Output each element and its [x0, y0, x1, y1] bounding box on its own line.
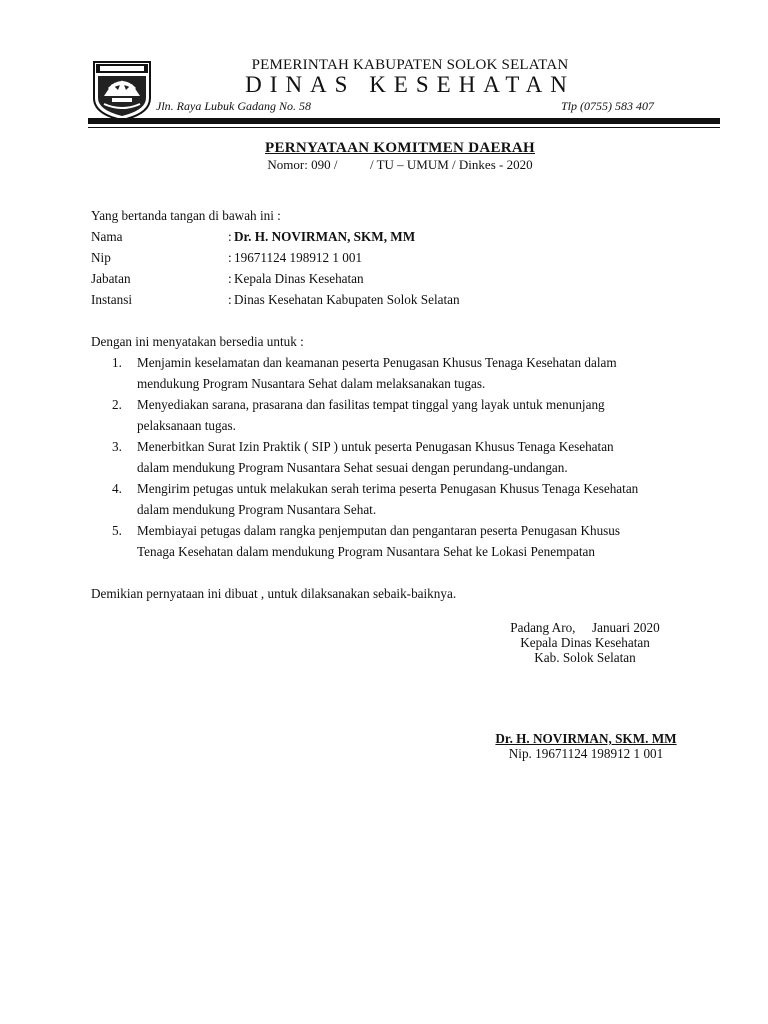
list-item-text [137, 520, 721, 562]
list-item-text [137, 436, 721, 478]
identity-row-name [91, 226, 691, 247]
identity-value: 19671124 198912 1 001 [234, 250, 363, 265]
statement-lead: Dengan ini menyatakan bersedia untuk : [91, 334, 304, 349]
identity-colon: : [228, 271, 232, 286]
list-item-line: pelaksanaan tugas. [137, 418, 236, 433]
letterhead-divider-thin [88, 127, 720, 128]
letterhead-divider-thick [88, 118, 720, 124]
identity-colon: : [228, 292, 232, 307]
document-number: Nomor: 090 / / TU – UMUM / Dinkes - 2020 [267, 157, 533, 172]
office-phone: Tlp (0755) 583 407 [561, 99, 654, 113]
office-address: Jln. Raya Lubuk Gadang No. 58 [156, 99, 311, 113]
identity-colon: : [228, 229, 232, 244]
list-item-text [137, 478, 721, 520]
list-item-line: mendukung Program Nusantara Sehat dalam melaksanakan tugas. [137, 376, 486, 391]
signature-region: Kab. Solok Selatan [534, 650, 636, 665]
identity-label: Nip [91, 250, 111, 265]
identity-value: Kepala Dinas Kesehatan [234, 271, 364, 286]
list-item-line: Mengirim petugas untuk melakukan serah terima peserta Penugasan Khusus Tenaga Kesehatan [137, 481, 639, 496]
identity-label: Jabatan [91, 271, 131, 286]
identity-intro: Yang bertanda tangan di bawah ini : [91, 208, 281, 223]
list-item-line: Menerbitkan Surat Izin Praktik ( SIP ) untuk peserta Penugasan Khusus Tenaga Kesehatan [137, 439, 614, 454]
government-name: PEMERINTAH KABUPATEN SOLOK SELATAN [251, 57, 569, 73]
list-item-line: dalam mendukung Program Nusantara Sehat sesuai dengan perundang-undangan. [137, 460, 568, 475]
list-item-number: 4. [112, 481, 122, 496]
signatory-nip: Nip. 19671124 198912 1 001 [508, 746, 664, 761]
list-item-line: Membiayai petugas dalam rangka penjemputan dan pengantaran peserta Penugasan Khusus [137, 523, 621, 538]
department-name: DINAS KESEHATAN [245, 72, 575, 97]
list-item-text [137, 352, 721, 394]
identity-value: Dinas Kesehatan Kabupaten Solok Selatan [234, 292, 460, 307]
list-item-number: 2. [112, 397, 122, 412]
list-item-line: Tenaga Kesehatan dalam mendukung Program Nusantara Sehat ke Lokasi Penempatan [137, 544, 595, 559]
identity-colon: : [228, 250, 232, 265]
identity-label: Instansi [91, 292, 133, 307]
list-item-text [137, 394, 721, 436]
closing-statement: Demikian pernyataan ini dibuat , untuk dilaksanakan sebaik-baiknya. [91, 586, 457, 601]
identity-label: Nama [91, 229, 123, 244]
list-item-line: Menyediakan sarana, prasarana dan fasilitas tempat tinggal yang layak untuk menunjang [137, 397, 605, 412]
identity-row-nip [91, 247, 691, 268]
list-item-number: 3. [112, 439, 122, 454]
list-item-number: 5. [112, 523, 122, 538]
signature-place-date: Padang Aro, Januari 2020 [510, 620, 660, 635]
list-item-line: Menjamin keselamatan dan keamanan peserta Penugasan Khusus Tenaga Kesehatan dalam [137, 355, 617, 370]
identity-value: Dr. H. NOVIRMAN, SKM, MM [234, 229, 416, 244]
regency-crest-icon [90, 58, 154, 122]
signature-role: Kepala Dinas Kesehatan [520, 635, 650, 650]
document-title: PERNYATAAN KOMITMEN DAERAH [264, 140, 536, 156]
signatory-name: Dr. H. NOVIRMAN, SKM. MM [495, 731, 677, 746]
list-item-line: dalam mendukung Program Nusantara Sehat. [137, 502, 377, 517]
identity-row-position [91, 268, 691, 289]
identity-row-agency [91, 289, 691, 310]
list-item-number: 1. [112, 355, 122, 370]
